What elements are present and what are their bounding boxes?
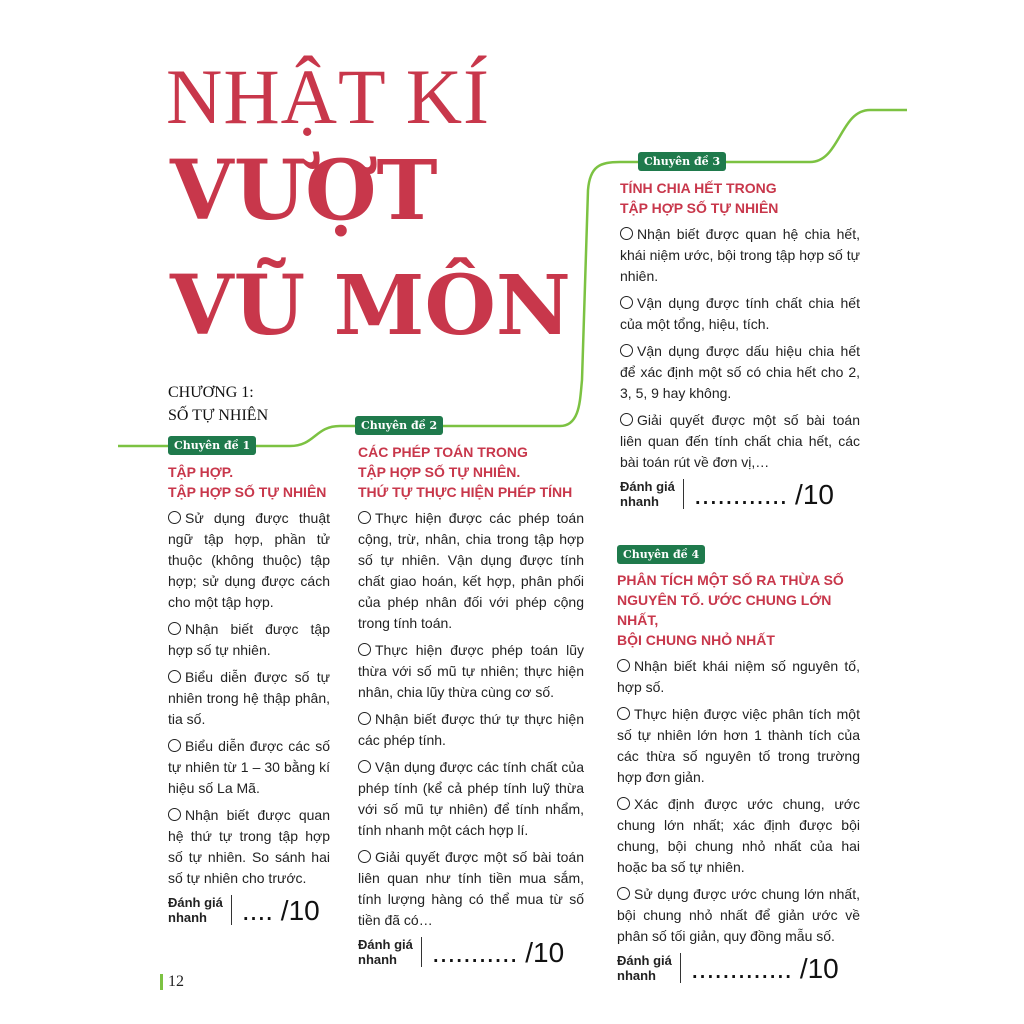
topic-badge: Chuyên đề 3 (638, 152, 726, 171)
checkbox-circle-icon[interactable] (168, 511, 181, 524)
objective-text: Thực hiện được việc phân tích một số tự nhiên lớn hơn 1 thành tích của các thừa số nguyên tố trong trường hợp đơn giản. (617, 706, 860, 785)
topic-heading-line: TÍNH CHIA HẾT TRONG (620, 180, 777, 196)
checkbox-circle-icon[interactable] (358, 643, 371, 656)
objective-text: Biểu diễn được số tự nhiên trong hệ thập phân, tia số. (168, 669, 330, 727)
checkbox-circle-icon[interactable] (358, 850, 371, 863)
checkbox-circle-icon[interactable] (620, 413, 633, 426)
objective-item (620, 341, 860, 404)
evaluation-label-line: Đánh giá (168, 895, 223, 910)
objective-text: Vận dụng được dấu hiệu chia hết để xác định một số có chia hết cho 2, 3, 5, 9 hay không. (620, 343, 860, 401)
quick-evaluation (620, 479, 860, 509)
checkbox-circle-icon[interactable] (168, 670, 181, 683)
evaluation-label-line: nhanh (168, 910, 207, 925)
topic-badge: Chuyên đề 4 (617, 545, 705, 564)
topic-heading-line: TẬP HỢP SỐ TỰ NHIÊN (168, 484, 327, 500)
evaluation-label-line: nhanh (358, 952, 397, 967)
evaluation-score: ........... /10 (431, 936, 565, 968)
topic-column (617, 570, 860, 983)
topic-heading-line: BỘI CHUNG NHỎ NHẤT (617, 632, 775, 648)
title-line-2: VƯỢT (170, 143, 438, 239)
objective-text: Vận dụng được tính chất chia hết của một tổng, hiệu, tích. (620, 295, 860, 332)
quick-evaluation (617, 953, 860, 983)
checkbox-circle-icon[interactable] (617, 659, 630, 672)
topic-heading-line: TẬP HỢP SỐ TỰ NHIÊN. (358, 464, 521, 480)
evaluation-score: ............ /10 (693, 478, 834, 510)
title-line-3: VŨ MÔN (170, 258, 571, 354)
objective-text: Thực hiện được các phép toán cộng, trừ, nhân, chia trong tập hợp số tự nhiên. Vận dụng được tính chất giao hoán, kết hợp, phân phối của phép nhân đối với phép cộng trong tính toán. (358, 510, 584, 631)
checkbox-circle-icon[interactable] (358, 511, 371, 524)
checkbox-circle-icon[interactable] (617, 887, 630, 900)
evaluation-label (168, 895, 232, 925)
evaluation-label (617, 953, 681, 983)
objective-text: Nhận biết khái niệm số nguyên tố, hợp số. (617, 658, 860, 695)
objective-text: Nhận biết được thứ tự thực hiện các phép tính. (358, 711, 584, 748)
topic-heading (358, 442, 584, 502)
topic-column (358, 442, 584, 967)
topic-heading (617, 570, 860, 650)
objective-item (168, 508, 330, 613)
topic-heading-line: CÁC PHÉP TOÁN TRONG (358, 444, 528, 460)
objective-text: Thực hiện được phép toán lũy thừa với số mũ tự nhiên; thực hiện nhân, chia lũy thừa cùng cơ số. (358, 642, 584, 700)
objective-text: Vận dụng được các tính chất của phép tính (kể cả phép tính luỹ thừa với số mũ tự nhiên) để tính nhẩm, tính nhanh một cách hợp lí. (358, 759, 584, 838)
objective-item (168, 736, 330, 799)
evaluation-label-line: nhanh (620, 494, 659, 509)
checkbox-circle-icon[interactable] (620, 344, 633, 357)
topic-badge: Chuyên đề 1 (168, 436, 256, 455)
topic-heading-line: PHÂN TÍCH MỘT SỐ RA THỪA SỐ (617, 572, 844, 588)
evaluation-label-line: Đánh giá (358, 937, 413, 952)
checkbox-circle-icon[interactable] (168, 808, 181, 821)
objective-text: Nhận biết được quan hệ thứ tự trong tập hợp số tự nhiên. So sánh hai số tự nhiên cho trước. (168, 807, 330, 886)
topic-heading (620, 178, 860, 218)
topic-heading-line: TẬP HỢP SỐ TỰ NHIÊN (620, 200, 779, 216)
objective-text: Nhận biết được quan hệ chia hết, khái niệm ước, bội trong tập hợp số tự nhiên. (620, 226, 860, 284)
topic-column (620, 178, 860, 509)
objective-item (620, 224, 860, 287)
objective-item (617, 656, 860, 698)
checkbox-circle-icon[interactable] (358, 712, 371, 725)
topic-heading-line: TẬP HỢP. (168, 464, 234, 480)
title-line-1: NHẬT KÍ (166, 53, 491, 140)
topic-heading (168, 462, 330, 502)
checkbox-circle-icon[interactable] (168, 622, 181, 635)
objective-text: Nhận biết được tập hợp số tự nhiên. (168, 621, 330, 658)
topic-heading-line: NGUYÊN TỐ. ƯỚC CHUNG LỚN NHẤT, (617, 592, 832, 628)
objective-item (168, 805, 330, 889)
evaluation-score: .... /10 (241, 894, 320, 926)
checkbox-circle-icon[interactable] (358, 760, 371, 773)
chapter-title (168, 381, 268, 427)
objective-text: Giải quyết được một số bài toán liên quan đến tính chất chia hết, các bài toán rút về đơn vị,… (620, 412, 860, 470)
objective-text: Sử dụng được ước chung lớn nhất, bội chung nhỏ nhất để giản ước về phân số tối giản, quy đồng mẫu số. (617, 886, 860, 944)
chapter-name: SỐ TỰ NHIÊN (168, 407, 269, 424)
objective-item (168, 667, 330, 730)
evaluation-label (620, 479, 684, 509)
topic-heading-line: THỨ TỰ THỰC HIỆN PHÉP TÍNH (358, 484, 573, 500)
objective-item (617, 704, 860, 788)
quick-evaluation (358, 937, 584, 967)
evaluation-label-line: Đánh giá (620, 479, 675, 494)
chapter-number: CHƯƠNG 1: (168, 384, 254, 401)
objective-item (168, 619, 330, 661)
objective-item (358, 508, 584, 634)
checkbox-circle-icon[interactable] (168, 739, 181, 752)
objective-item (358, 847, 584, 931)
objective-text: Sử dụng được thuật ngữ tập hợp, phần tử thuộc (không thuộc) tập hợp; sử dụng được cách cho một tập hợp. (168, 510, 330, 610)
objective-item (617, 794, 860, 878)
checkbox-circle-icon[interactable] (617, 797, 630, 810)
objective-text: Xác định được ước chung, ước chung lớn nhất; xác định được bội chung, bội chung nhỏ nhất của hai hoặc ba số tự nhiên. (617, 796, 860, 875)
evaluation-label (358, 937, 422, 967)
evaluation-label-line: nhanh (617, 968, 656, 983)
objective-item (358, 640, 584, 703)
objective-text: Biểu diễn được các số tự nhiên từ 1 – 30 bằng kí hiệu số La Mã. (168, 738, 330, 796)
page-number: 12 (160, 974, 184, 990)
objective-text: Giải quyết được một số bài toán liên quan như tính tiền mua sắm, tính lượng hàng có thể mua từ số tiền đã có… (358, 849, 584, 928)
objective-item (617, 884, 860, 947)
topic-column (168, 462, 330, 925)
checkbox-circle-icon[interactable] (620, 227, 633, 240)
checkbox-circle-icon[interactable] (617, 707, 630, 720)
evaluation-label-line: Đánh giá (617, 953, 672, 968)
topic-badge: Chuyên đề 2 (355, 416, 443, 435)
evaluation-score: ............. /10 (690, 952, 839, 984)
objective-item (620, 293, 860, 335)
objective-item (358, 709, 584, 751)
objective-item (620, 410, 860, 473)
checkbox-circle-icon[interactable] (620, 296, 633, 309)
quick-evaluation (168, 895, 330, 925)
objective-item (358, 757, 584, 841)
